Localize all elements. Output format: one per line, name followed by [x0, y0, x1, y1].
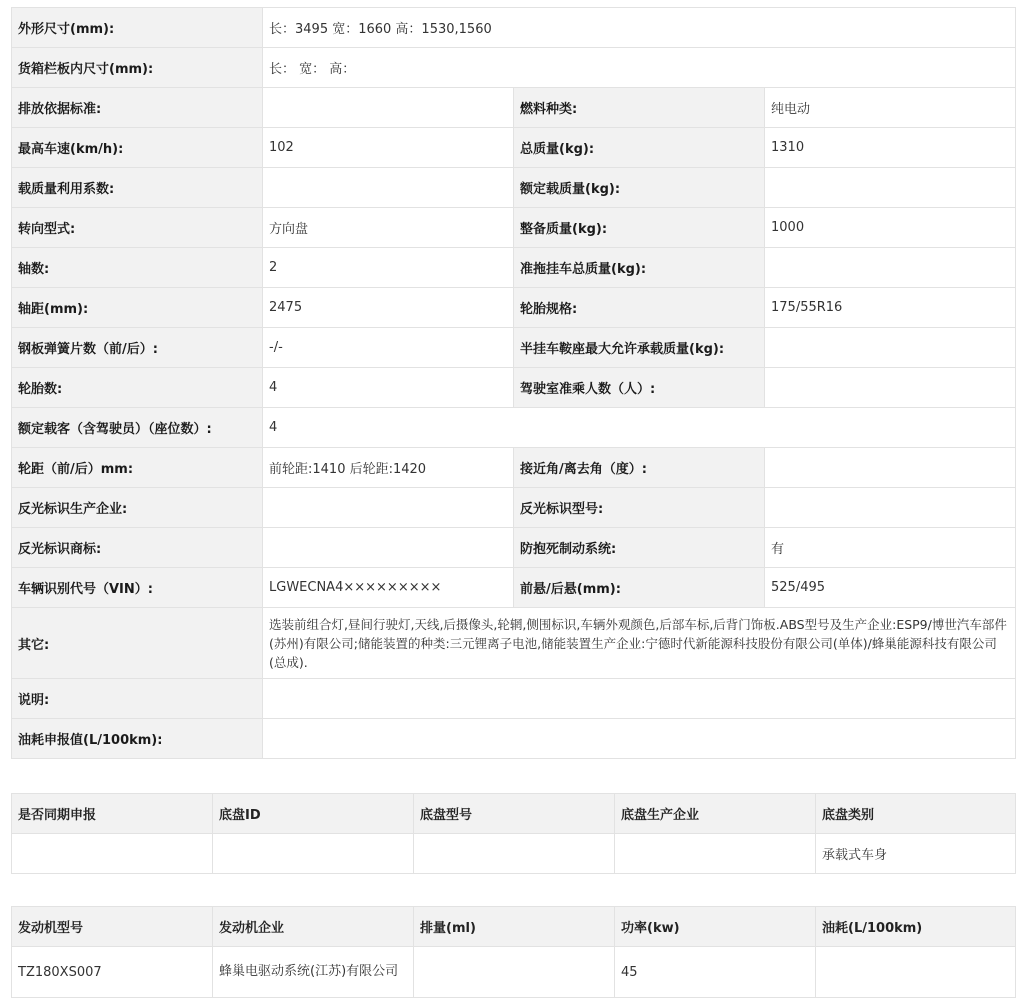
reflector-maker-value: [263, 488, 514, 528]
spec-row: [12, 48, 1016, 88]
spec-row: [12, 408, 1016, 448]
dimensions-label: 外形尺寸(mm):: [12, 8, 263, 48]
spec-row: [12, 128, 1016, 168]
fuel-consumption-label: 油耗申报值(L/100km):: [12, 719, 263, 759]
engine-data-row: [12, 947, 1016, 998]
spec-row: [12, 248, 1016, 288]
engine-header-cell: 发动机型号: [12, 907, 213, 947]
spec-row: [12, 679, 1016, 719]
cargo-box-value: 长： 宽： 高：: [263, 48, 1016, 88]
spec-row: [12, 448, 1016, 488]
chassis-cell: [213, 834, 414, 874]
spec-row: [12, 488, 1016, 528]
other-value: 选装前组合灯,昼间行驶灯,天线,后摄像头,轮辋,侧围标识,车辆外观颜色,后部车标,后背门饰板.ABS型号及生产企业:ESP9/博世汽车部件(苏州)有限公司;储能装置的种类:三元锂离子电池,储能装置生产企业:宁德时代新能源科技股份有限公司(单体)/蜂巢能源科技有限公司(总成).: [263, 608, 1016, 679]
dimensions-value: 长：3495 宽：1660 高：1530,1560: [263, 8, 1016, 48]
cargo-box-label: 货箱栏板内尺寸(mm):: [12, 48, 263, 88]
steering-label: 转向型式:: [12, 208, 263, 248]
engine-header-cell: 油耗(L/100km): [816, 907, 1016, 947]
engine-cell: 45: [615, 947, 816, 998]
max-speed-label: 最高车速(km/h):: [12, 128, 263, 168]
chassis-cell: [615, 834, 816, 874]
spec-row: [12, 568, 1016, 608]
rated-load-value: [765, 168, 1016, 208]
load-util-value: [263, 168, 514, 208]
load-util-label: 载质量利用系数:: [12, 168, 263, 208]
description-value: [263, 679, 1016, 719]
chassis-header-row: [12, 794, 1016, 834]
other-label: 其它:: [12, 608, 263, 679]
saddle-mass-value: [765, 328, 1016, 368]
max-speed-value: 102: [263, 128, 514, 168]
curb-mass-label: 整备质量(kg):: [514, 208, 765, 248]
overhang-value: 525/495: [765, 568, 1016, 608]
reflector-maker-label: 反光标识生产企业:: [12, 488, 263, 528]
reflector-model-label: 反光标识型号:: [514, 488, 765, 528]
chassis-header-cell: 底盘生产企业: [615, 794, 816, 834]
fuel-type-value: 纯电动: [765, 88, 1016, 128]
seats-label: 额定载客（含驾驶员）（座位数）:: [12, 408, 263, 448]
axles-value: 2: [263, 248, 514, 288]
chassis-table: [11, 793, 1016, 874]
leaf-springs-value: -/-: [263, 328, 514, 368]
engine-cell: 蜂巢电驱动系统(江苏)有限公司: [213, 947, 414, 998]
spec-row: [12, 8, 1016, 48]
spec-row: [12, 168, 1016, 208]
cab-occupants-value: [765, 368, 1016, 408]
leaf-springs-label: 钢板弹簧片数（前/后）:: [12, 328, 263, 368]
steering-value: 方向盘: [263, 208, 514, 248]
tires-value: 4: [263, 368, 514, 408]
track-label: 轮距（前/后）mm:: [12, 448, 263, 488]
abs-value: 有: [765, 528, 1016, 568]
engine-cell: [414, 947, 615, 998]
angles-value: [765, 448, 1016, 488]
engine-table: [11, 906, 1016, 998]
total-mass-value: 1310: [765, 128, 1016, 168]
spec-row: [12, 608, 1016, 679]
track-value: 前轮距:1410 后轮距:1420: [263, 448, 514, 488]
cab-occupants-label: 驾驶室准乘人数（人）:: [514, 368, 765, 408]
engine-header-cell: 排量(ml): [414, 907, 615, 947]
emission-std-value: [263, 88, 514, 128]
trailer-mass-value: [765, 248, 1016, 288]
description-label: 说明:: [12, 679, 263, 719]
chassis-header-cell: 是否同期申报: [12, 794, 213, 834]
fuel-consumption-value: [263, 719, 1016, 759]
chassis-header-cell: 底盘型号: [414, 794, 615, 834]
emission-std-label: 排放依据标准:: [12, 88, 263, 128]
wheelbase-label: 轴距(mm):: [12, 288, 263, 328]
spec-row: [12, 528, 1016, 568]
total-mass-label: 总质量(kg):: [514, 128, 765, 168]
tire-spec-value: 175/55R16: [765, 288, 1016, 328]
fuel-type-label: 燃料种类:: [514, 88, 765, 128]
reflector-brand-value: [263, 528, 514, 568]
spec-row: [12, 328, 1016, 368]
axles-label: 轴数:: [12, 248, 263, 288]
tires-label: 轮胎数:: [12, 368, 263, 408]
chassis-header-cell: 底盘类别: [816, 794, 1016, 834]
rated-load-label: 额定载质量(kg):: [514, 168, 765, 208]
trailer-mass-label: 准拖挂车总质量(kg):: [514, 248, 765, 288]
vehicle-spec-table: [11, 7, 1016, 759]
chassis-header-cell: 底盘ID: [213, 794, 414, 834]
engine-header-row: [12, 907, 1016, 947]
spec-row: [12, 368, 1016, 408]
engine-header-cell: 功率(kw): [615, 907, 816, 947]
engine-header-cell: 发动机企业: [213, 907, 414, 947]
spec-row: [12, 288, 1016, 328]
spec-row: [12, 208, 1016, 248]
curb-mass-value: 1000: [765, 208, 1016, 248]
tire-spec-label: 轮胎规格:: [514, 288, 765, 328]
chassis-data-row: [12, 834, 1016, 874]
angles-label: 接近角/离去角（度）:: [514, 448, 765, 488]
seats-value: 4: [263, 408, 1016, 448]
chassis-cell: [12, 834, 213, 874]
chassis-cell: 承载式车身: [816, 834, 1016, 874]
reflector-model-value: [765, 488, 1016, 528]
vin-value: LGWECNA4×××××××××: [263, 568, 514, 608]
saddle-mass-label: 半挂车鞍座最大允许承载质量(kg):: [514, 328, 765, 368]
vin-label: 车辆识别代号（VIN）:: [12, 568, 263, 608]
spec-row: [12, 719, 1016, 759]
wheelbase-value: 2475: [263, 288, 514, 328]
engine-cell: [816, 947, 1016, 998]
engine-cell: TZ180XS007: [12, 947, 213, 998]
spec-row: [12, 88, 1016, 128]
chassis-cell: [414, 834, 615, 874]
reflector-brand-label: 反光标识商标:: [12, 528, 263, 568]
abs-label: 防抱死制动系统:: [514, 528, 765, 568]
overhang-label: 前悬/后悬(mm):: [514, 568, 765, 608]
